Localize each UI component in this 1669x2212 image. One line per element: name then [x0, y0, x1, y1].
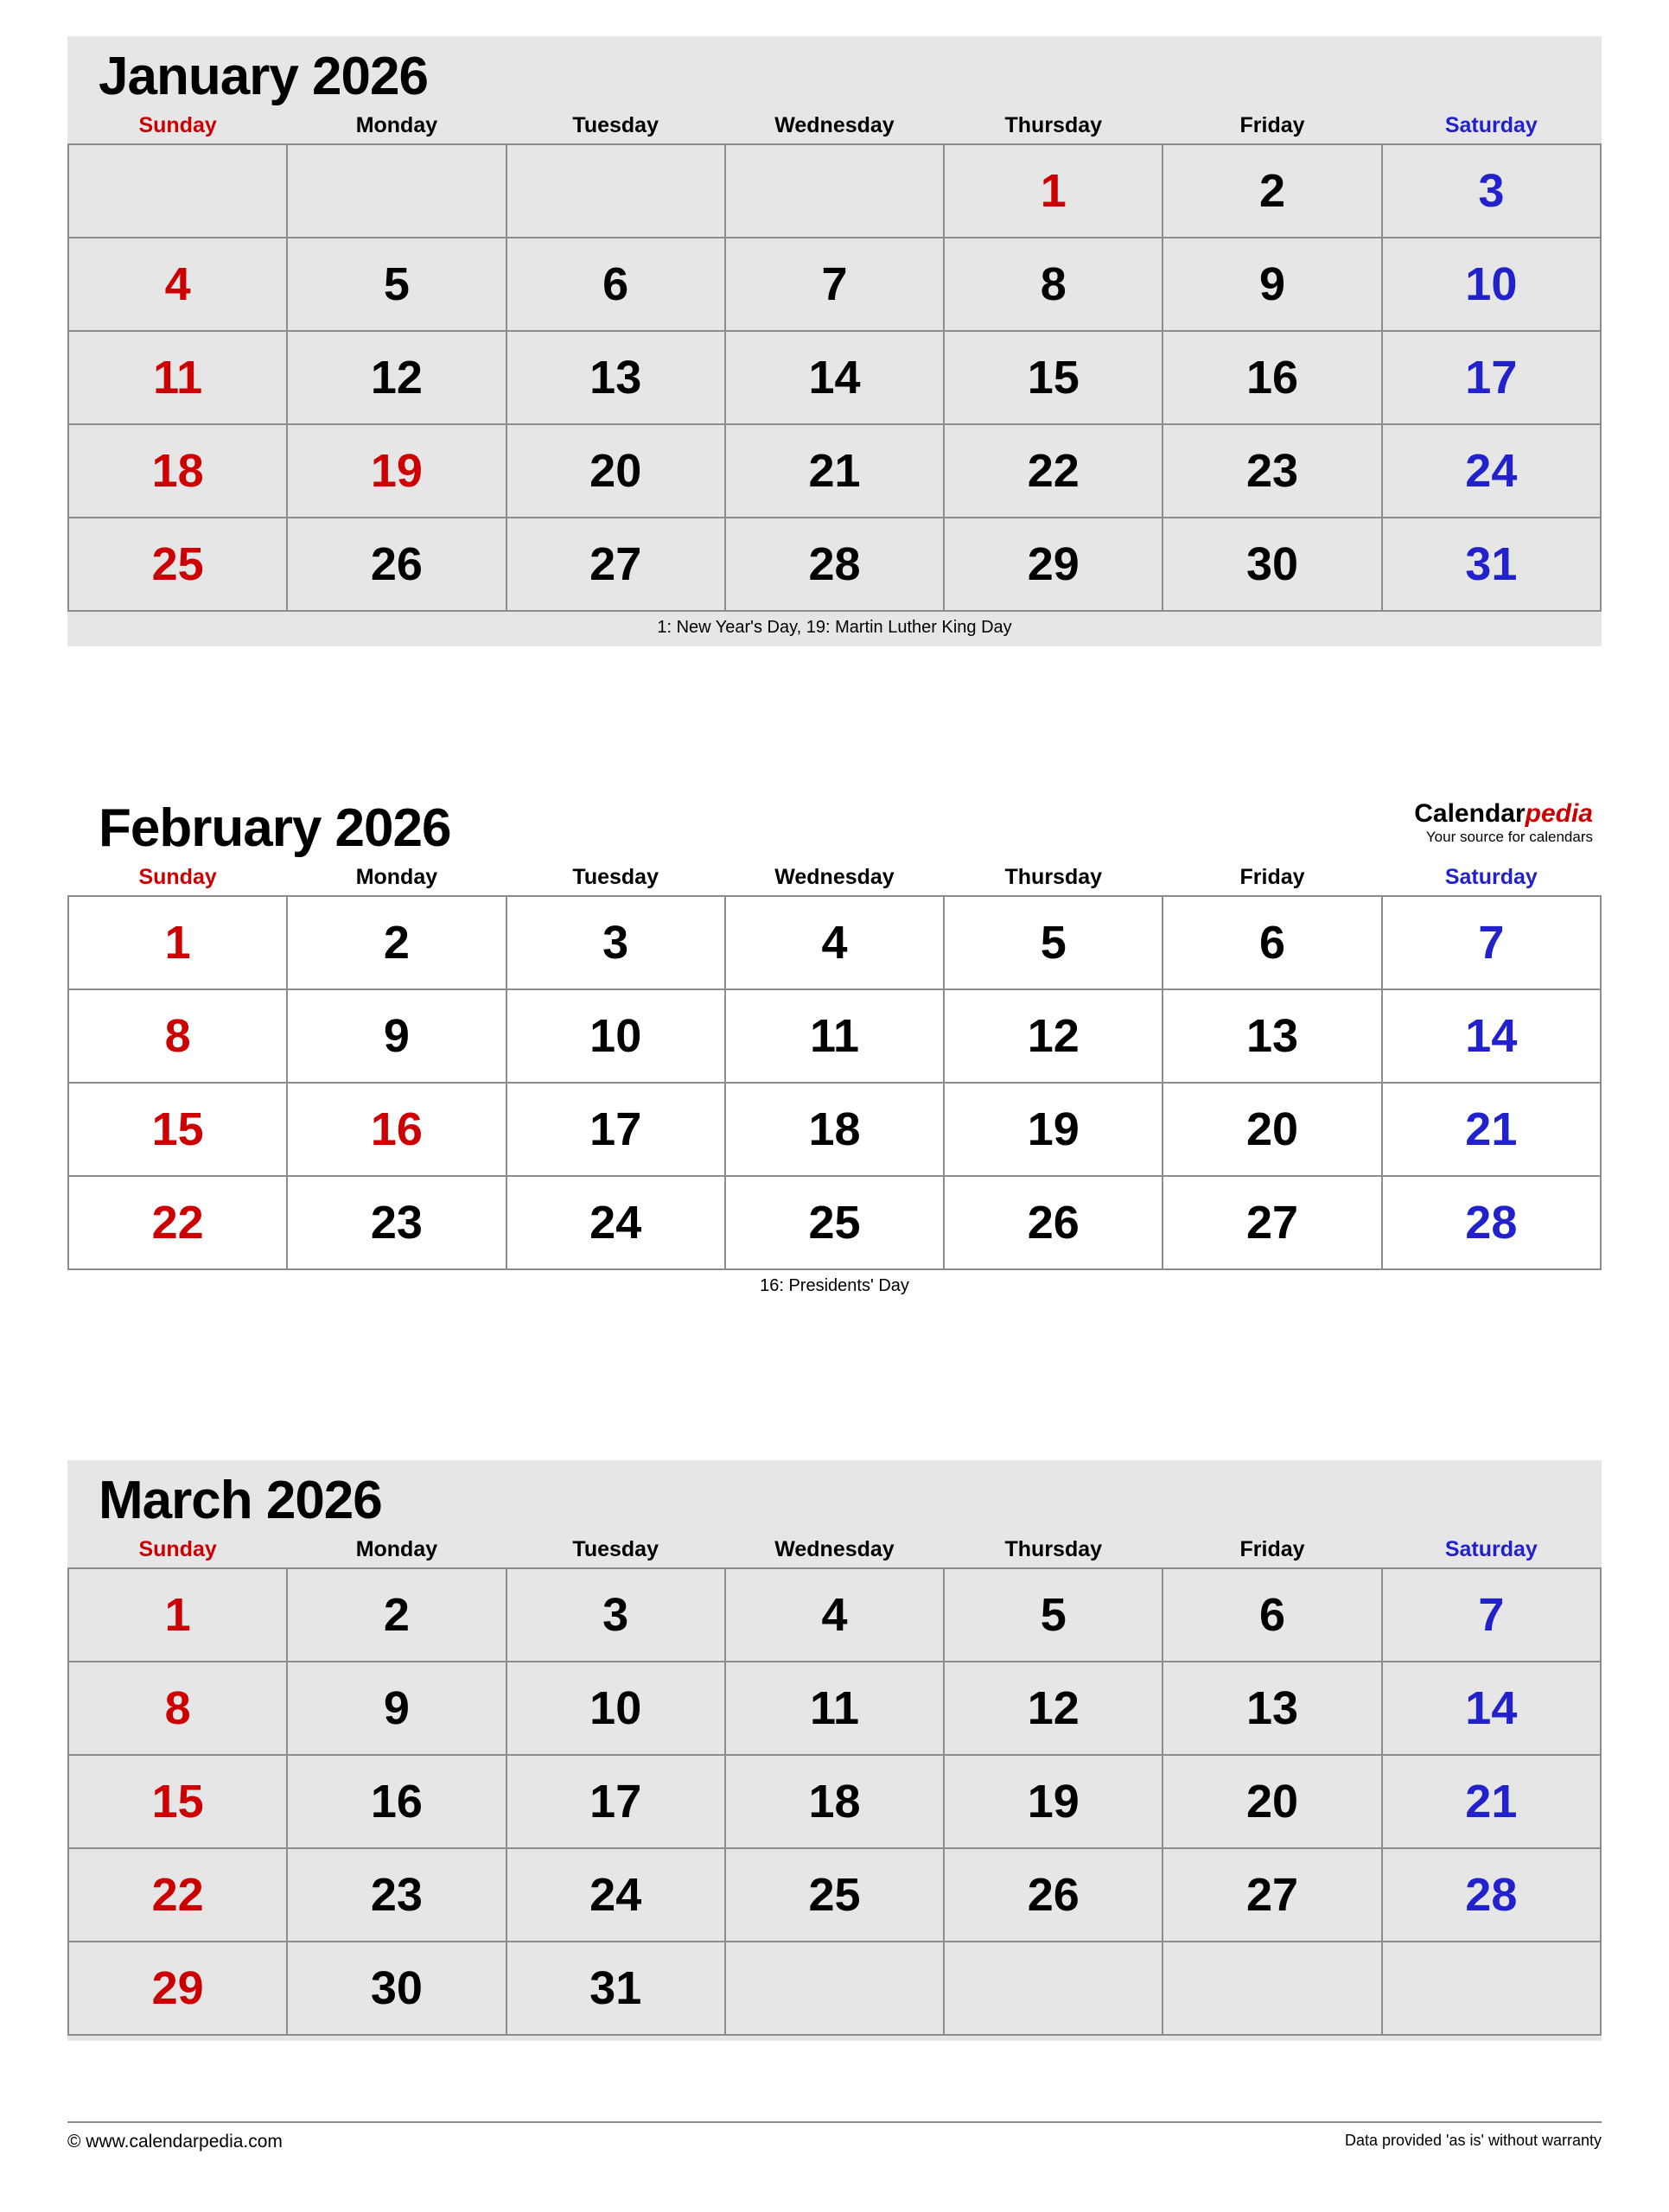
day-cell[interactable]: 18 [725, 1755, 944, 1848]
day-cell[interactable]: 6 [1163, 896, 1381, 989]
weekday-header-sunday: Sunday [138, 113, 217, 138]
weekday-header-friday: Friday [1239, 865, 1305, 890]
day-cell[interactable]: 10 [506, 1662, 725, 1755]
day-cell[interactable]: 14 [1382, 989, 1601, 1083]
month-title-march: March 2026 [99, 1471, 382, 1530]
day-cell[interactable]: 12 [944, 1662, 1163, 1755]
day-cell[interactable]: 6 [1163, 1568, 1381, 1662]
day-cell[interactable] [1163, 1942, 1381, 2035]
day-cell[interactable]: 19 [944, 1083, 1163, 1176]
day-cell[interactable]: 14 [725, 331, 944, 424]
day-cell[interactable]: 23 [287, 1176, 506, 1269]
day-cell[interactable]: 3 [1382, 144, 1601, 238]
day-cell[interactable]: 13 [506, 331, 725, 424]
calendar-table-march [67, 1535, 1602, 2036]
day-cell[interactable]: 9 [1163, 238, 1381, 331]
day-cell[interactable]: 10 [1382, 238, 1601, 331]
day-cell[interactable] [287, 144, 506, 238]
weekday-header-tuesday: Tuesday [572, 1537, 659, 1562]
day-cell[interactable]: 7 [1382, 896, 1601, 989]
day-cell[interactable]: 25 [725, 1176, 944, 1269]
day-cell[interactable]: 4 [68, 238, 287, 331]
table-row [68, 238, 1601, 331]
day-cell[interactable]: 16 [287, 1755, 506, 1848]
day-cell[interactable]: 21 [1382, 1755, 1601, 1848]
day-cell[interactable]: 23 [1163, 424, 1381, 518]
day-cell[interactable]: 28 [1382, 1176, 1601, 1269]
day-cell[interactable]: 7 [1382, 1568, 1601, 1662]
footer-copyright[interactable]: © www.calendarpedia.com [67, 2132, 283, 2152]
weekday-header-thursday: Thursday [1004, 865, 1103, 890]
day-cell[interactable]: 26 [944, 1176, 1163, 1269]
day-cell[interactable]: 16 [287, 1083, 506, 1176]
table-row [68, 1176, 1601, 1269]
calendar-body-february [68, 896, 1601, 1269]
weekday-header-sunday: Sunday [138, 1537, 217, 1562]
month-title-january: January 2026 [99, 47, 428, 106]
day-cell[interactable]: 1 [68, 1568, 287, 1662]
day-cell[interactable]: 25 [68, 518, 287, 611]
day-cell[interactable]: 17 [506, 1755, 725, 1848]
day-cell[interactable]: 25 [725, 1848, 944, 1942]
day-cell[interactable]: 22 [68, 1848, 287, 1942]
day-cell[interactable]: 15 [68, 1755, 287, 1848]
page-footer [67, 2121, 1602, 2152]
day-cell[interactable]: 11 [68, 331, 287, 424]
day-cell[interactable]: 27 [1163, 1848, 1381, 1942]
day-cell[interactable]: 16 [1163, 331, 1381, 424]
table-row [68, 144, 1601, 238]
day-cell[interactable]: 8 [68, 989, 287, 1083]
day-cell[interactable]: 29 [944, 518, 1163, 611]
day-cell[interactable]: 11 [725, 989, 944, 1083]
day-cell[interactable]: 9 [287, 989, 506, 1083]
day-cell[interactable]: 19 [287, 424, 506, 518]
day-cell[interactable]: 22 [944, 424, 1163, 518]
weekday-header-monday: Monday [355, 1537, 438, 1562]
day-cell[interactable] [725, 1942, 944, 2035]
day-cell[interactable]: 14 [1382, 1662, 1601, 1755]
day-cell[interactable]: 13 [1163, 989, 1381, 1083]
month-block-march [67, 1460, 1602, 2041]
brand-name [1414, 800, 1593, 828]
day-cell[interactable]: 30 [287, 1942, 506, 2035]
day-cell[interactable] [506, 144, 725, 238]
day-cell[interactable]: 31 [1382, 518, 1601, 611]
day-cell[interactable]: 28 [725, 518, 944, 611]
calendar-table-january [67, 111, 1602, 612]
day-cell[interactable]: 18 [68, 424, 287, 518]
day-cell[interactable]: 24 [1382, 424, 1601, 518]
weekday-header-saturday: Saturday [1444, 865, 1538, 890]
weekday-header-wednesday: Wednesday [774, 865, 895, 890]
day-cell[interactable]: 2 [287, 1568, 506, 1662]
weekday-header-tuesday: Tuesday [572, 113, 659, 138]
brand-tagline: Your source for calendars [1425, 828, 1593, 845]
day-cell[interactable]: 5 [287, 238, 506, 331]
calendar-body-january [68, 144, 1601, 611]
weekday-header-row [68, 1535, 1601, 1568]
day-cell[interactable]: 21 [725, 424, 944, 518]
day-cell[interactable]: 4 [725, 1568, 944, 1662]
day-cell[interactable] [68, 144, 287, 238]
brand-name-main: Calendar [1414, 799, 1526, 828]
day-cell[interactable]: 26 [287, 518, 506, 611]
weekday-header-sunday: Sunday [138, 865, 217, 890]
day-cell[interactable]: 17 [1382, 331, 1601, 424]
month-block-february [67, 788, 1602, 1305]
brand-name-accent: pedia [1525, 799, 1593, 828]
calendar-body-march [68, 1568, 1601, 2035]
day-cell[interactable]: 20 [506, 424, 725, 518]
day-cell[interactable]: 2 [287, 896, 506, 989]
day-cell[interactable]: 8 [68, 1662, 287, 1755]
day-cell[interactable]: 20 [1163, 1083, 1381, 1176]
day-cell[interactable]: 11 [725, 1662, 944, 1755]
table-row [68, 1662, 1601, 1755]
day-cell[interactable]: 3 [506, 896, 725, 989]
weekday-header-row [68, 863, 1601, 896]
day-cell[interactable]: 1 [944, 144, 1163, 238]
day-cell[interactable]: 27 [506, 518, 725, 611]
day-cell[interactable]: 24 [506, 1176, 725, 1269]
day-cell[interactable]: 28 [1382, 1848, 1601, 1942]
table-row [68, 518, 1601, 611]
footer-disclaimer: Data provided 'as is' without warranty [1344, 2132, 1602, 2149]
day-cell[interactable]: 21 [1382, 1083, 1601, 1176]
weekday-header-monday: Monday [355, 113, 438, 138]
calendar-table-february [67, 863, 1602, 1270]
day-cell[interactable]: 22 [68, 1176, 287, 1269]
day-cell[interactable]: 8 [944, 238, 1163, 331]
day-cell[interactable]: 27 [1163, 1176, 1381, 1269]
day-cell[interactable]: 15 [944, 331, 1163, 424]
day-cell[interactable]: 18 [725, 1083, 944, 1176]
day-cell[interactable]: 13 [1163, 1662, 1381, 1755]
table-row [68, 989, 1601, 1083]
day-cell[interactable]: 7 [725, 238, 944, 331]
table-row [68, 1568, 1601, 1662]
month-title-february: February 2026 [99, 798, 451, 858]
day-cell[interactable]: 10 [506, 989, 725, 1083]
month-notes-february: 16: Presidents' Day [760, 1276, 909, 1296]
table-row [68, 896, 1601, 989]
day-cell[interactable]: 17 [506, 1083, 725, 1176]
day-cell[interactable]: 5 [944, 1568, 1163, 1662]
day-cell[interactable]: 29 [68, 1942, 287, 2035]
weekday-header-friday: Friday [1239, 1537, 1305, 1562]
day-cell[interactable]: 15 [68, 1083, 287, 1176]
weekday-header-wednesday: Wednesday [774, 1537, 895, 1562]
day-cell[interactable]: 3 [506, 1568, 725, 1662]
day-cell[interactable]: 6 [506, 238, 725, 331]
day-cell[interactable]: 4 [725, 896, 944, 989]
table-row [68, 331, 1601, 424]
weekday-header-thursday: Thursday [1004, 113, 1103, 138]
day-cell[interactable]: 24 [506, 1848, 725, 1942]
month-notes-january: 1: New Year's Day, 19: Martin Luther King Day [657, 618, 1012, 638]
day-cell[interactable]: 19 [944, 1755, 1163, 1848]
weekday-header-row [68, 111, 1601, 144]
day-cell[interactable]: 5 [944, 896, 1163, 989]
day-cell[interactable]: 23 [287, 1848, 506, 1942]
day-cell[interactable] [725, 144, 944, 238]
day-cell[interactable]: 20 [1163, 1755, 1381, 1848]
month-block-january [67, 36, 1602, 646]
weekday-header-saturday: Saturday [1444, 1537, 1538, 1562]
day-cell[interactable]: 30 [1163, 518, 1381, 611]
day-cell[interactable] [1382, 1942, 1601, 2035]
table-row [68, 1755, 1601, 1848]
day-cell[interactable]: 12 [944, 989, 1163, 1083]
day-cell[interactable]: 1 [68, 896, 287, 989]
table-row [68, 1942, 1601, 2035]
weekday-header-friday: Friday [1239, 113, 1305, 138]
day-cell[interactable] [944, 1942, 1163, 2035]
weekday-header-monday: Monday [355, 865, 438, 890]
day-cell[interactable]: 9 [287, 1662, 506, 1755]
day-cell[interactable]: 12 [287, 331, 506, 424]
brand-logo [1414, 800, 1593, 844]
table-row [68, 1083, 1601, 1176]
table-row [68, 1848, 1601, 1942]
weekday-header-wednesday: Wednesday [774, 113, 895, 138]
table-row [68, 424, 1601, 518]
day-cell[interactable]: 26 [944, 1848, 1163, 1942]
weekday-header-thursday: Thursday [1004, 1537, 1103, 1562]
day-cell[interactable]: 31 [506, 1942, 725, 2035]
weekday-header-saturday: Saturday [1444, 113, 1538, 138]
weekday-header-tuesday: Tuesday [572, 865, 659, 890]
day-cell[interactable]: 2 [1163, 144, 1381, 238]
